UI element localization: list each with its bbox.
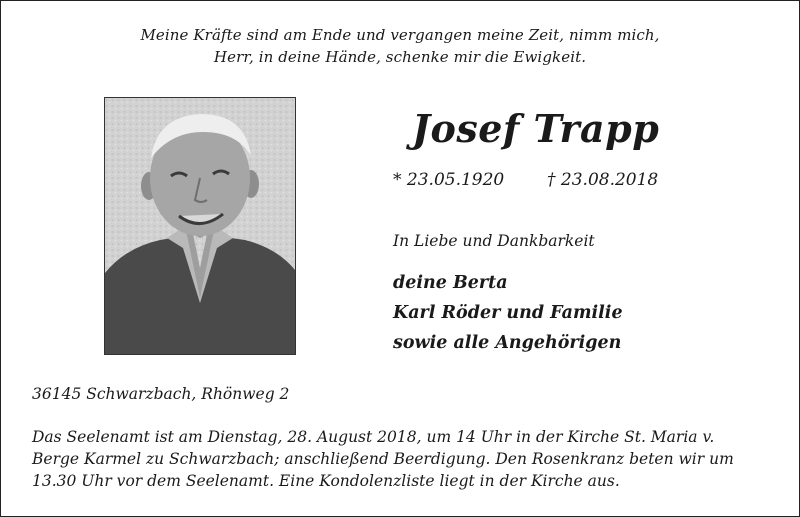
mourner: Karl Röder und Familie	[393, 303, 623, 323]
service-line: 13.30 Uhr vor dem Seelenamt. Eine Kondolenzliste liegt in der Kirche aus.	[32, 472, 620, 490]
mourner: deine Berta	[393, 273, 508, 293]
address: 36145 Schwarzbach, Rhönweg 2	[32, 385, 290, 403]
mourners-list	[393, 268, 623, 358]
service-line: Das Seelenamt ist am Dienstag, 28. August 2018, um 14 Uhr in der Kirche St. Maria v.	[32, 428, 715, 446]
birth-date: * 23.05.1920	[393, 170, 505, 190]
service-line: Berge Karmel zu Schwarzbach; anschließend Beerdigung. Den Rosenkranz beten wir um	[32, 450, 734, 468]
portrait-illustration	[105, 98, 295, 354]
deceased-name: Josef Trapp	[412, 106, 660, 151]
death-date: † 23.08.2018	[547, 170, 659, 190]
service-details	[32, 426, 734, 492]
verse-line: Herr, in deine Hände, schenke mir die Ewigkeit.	[213, 48, 587, 66]
farewell-intro: In Liebe und Dankbarkeit	[393, 232, 595, 250]
portrait-photo	[104, 97, 296, 355]
verse-line: Meine Kräfte sind am Ende und vergangen meine Zeit, nimm mich,	[140, 26, 660, 44]
life-dates	[393, 170, 659, 190]
verse	[0, 24, 800, 68]
mourner: sowie alle Angehörigen	[393, 333, 622, 353]
